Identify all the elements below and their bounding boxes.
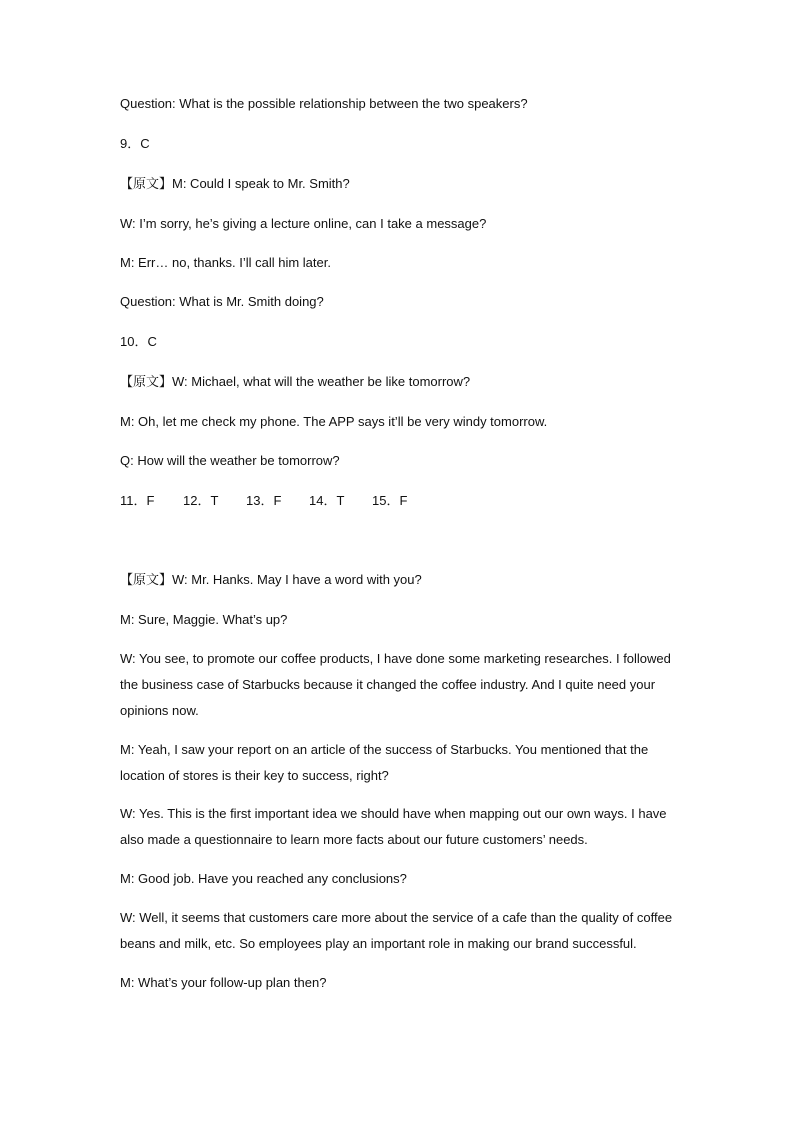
- transcript-9-line-2: W: I’m sorry, he’s giving a lecture online, can I take a message?: [120, 216, 487, 231]
- transcript-10-line-2: M: Oh, let me check my phone. The APP says it’ll be very windy tomorrow.: [120, 414, 548, 429]
- question-10-text: Q: How will the weather be tomorrow?: [120, 453, 340, 468]
- answer-10: 10．C: [120, 334, 157, 349]
- answers-11-15: [120, 493, 407, 509]
- question-8-text: Question: What is the possible relationship between the two speakers?: [120, 96, 528, 111]
- dialogue-line-7: W: Well, it seems that customers care more about the service of a cafe than the quality of coffee beans and milk, etc. So employees play an important role in making our brand successful.: [120, 910, 673, 951]
- question-9-text: Question: What is Mr. Smith doing?: [120, 294, 324, 309]
- dialogue-line-5: W: Yes. This is the first important idea we should have when mapping out our own ways. I have also made a questionnaire to learn more facts about our future customers’ needs.: [120, 806, 667, 847]
- dialogue-line-8: M: What’s your follow-up plan then?: [120, 975, 327, 990]
- answer-15: 15．F: [372, 493, 408, 508]
- dialogue-line-4: M: Yeah, I saw your report on an article of the success of Starbucks. You mentioned that the location of stores is their key to success, right?: [120, 742, 649, 783]
- transcript-9-line-3: M: Err… no, thanks. I’ll call him later.: [120, 255, 331, 270]
- dialogue-line-1: 【原文】W: Mr. Hanks. May I have a word with you?: [120, 572, 422, 587]
- answer-9: 9．C: [120, 136, 150, 151]
- answer-12: 12．T: [183, 493, 219, 508]
- answer-14: 14．T: [309, 493, 345, 508]
- transcript-9-line-1: 【原文】M: Could I speak to Mr. Smith?: [120, 176, 350, 191]
- answer-11: 11．F: [120, 493, 155, 508]
- answer-13: 13．F: [246, 493, 282, 508]
- dialogue-line-6: M: Good job. Have you reached any conclusions?: [120, 871, 407, 886]
- dialogue-line-3: W: You see, to promote our coffee products, I have done some marketing researches. I followed the business case of Starbucks because it changed the coffee industry. And I quite need your opinions now.: [120, 651, 671, 718]
- dialogue-line-2: M: Sure, Maggie. What’s up?: [120, 612, 288, 627]
- transcript-10-line-1: 【原文】W: Michael, what will the weather be like tomorrow?: [120, 374, 471, 389]
